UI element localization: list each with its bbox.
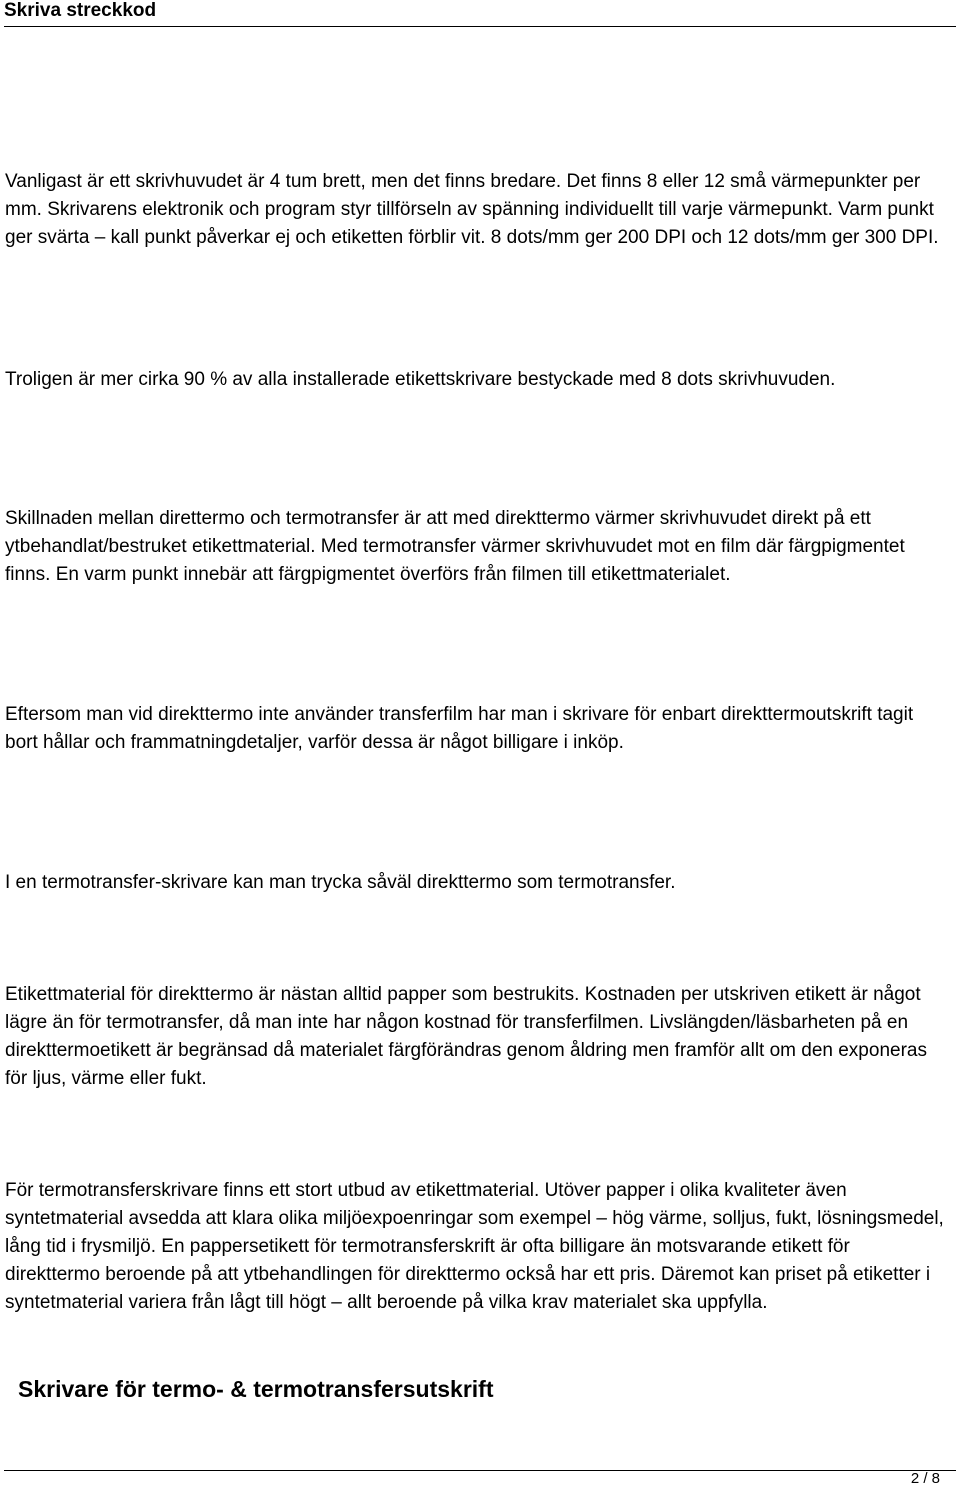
paragraph-direct-thermal-material: Etikettmaterial för direkttermo är nästan alltid papper som bestrukits. Kostnaden per utskriven etikett är något lägre än för termotransfer, då man inte har någon kostnad för transferfilmen. Livslängden/läsbarheten på en direkttermoetikett är begränsad då materialet färgförändras genom åldring men framför allt om den exponeras för ljus, värme eller fukt. [5,984,927,1089]
section-heading: Skrivare för termo- & termotransfersutskrift [18,1376,494,1402]
paragraph-printhead-intro: Vanligast är ett skrivhuvudet är 4 tum brett, men det finns bredare. Det finns 8 eller 12 små värmepunkter per mm. Skrivarens elektronik och program styr tillförseln av spänning individuellt till varje värmepunkt. Varm punkt ger svärta – kall punkt påverkar ej och etiketten förblir vit. 8 dots/mm ger 200 DPI och 12 dots/mm ger 300 DPI. [5,171,939,248]
document-title: Skriva streckkod [4,0,157,21]
footer-divider [4,1470,956,1471]
paragraph-direct-thermal-cost: Eftersom man vid direkttermo inte använder transferfilm har man i skrivare för enbart direkttermoutskrift tagit bort hållar och frammatningdetaljer, varför dessa är något billigare i inköp. [5,704,914,753]
paragraph-thermal-difference: Skillnaden mellan direttermo och termotransfer är att med direkttermo värmer skrivhuvudet direkt på ett ytbehandlat/bestruket etikettmaterial. Med termotransfer värmer skrivhuvudet mot en film där färgpigmentet finns. En varm punkt innebär att färgpigmentet överförs från filmen till etikettmaterialet. [5,508,905,585]
page-number: 2 / 8 [910,1470,940,1487]
paragraph-8-dots-share: Troligen är mer cirka 90 % av alla installerade etikettskrivare bestyckade med 8 dots skrivhuvuden. [5,369,836,390]
paragraph-transfer-printer-modes: I en termotransfer-skrivare kan man trycka såväl direkttermo som termotransfer. [5,872,676,893]
paragraph-transfer-material: För termotransferskrivare finns ett stort utbud av etikettmaterial. Utöver papper i olika kvaliteter även syntetmaterial avsedda att klara olika miljöexpoenringar som exempel – hög värme, solljus, fukt, lösningsmedel, lång tid i frysmiljö. En pappersetikett för termotransferskrift är ofta billigare än motsvarande etikett för direkttermo beroende på att ytbehandlingen för direkttermo också har ett pris. Däremot kan priset på etiketter i syntetmaterial variera från lågt till högt – allt beroende på vilka krav materialet ska uppfylla. [5,1180,944,1313]
header-divider [4,26,956,27]
